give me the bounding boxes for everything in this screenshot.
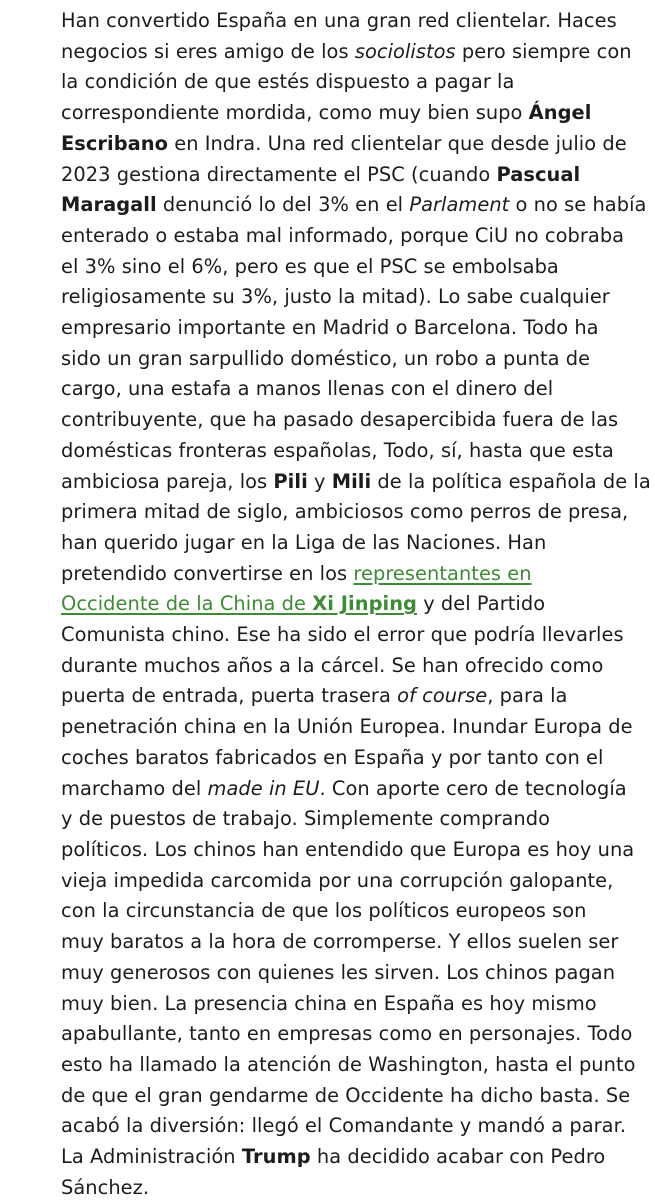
text-line (61, 958, 643, 989)
text-line (61, 774, 643, 805)
text-run: muy generosos con quienes les sirven. Los chinos pagan (61, 960, 616, 984)
text-run: y (307, 469, 332, 493)
text-run: con la circunstancia de que los políticos europeos son (61, 899, 587, 923)
bold-name: Ángel (528, 101, 592, 125)
text-run: acabó la diversión: llegó el Comandante y mandó a parar. (61, 1114, 627, 1138)
text-line (61, 927, 643, 958)
text-run: vieja impedida carcomida por una corrupción galopante, (61, 868, 614, 892)
bold-name: Escribano (61, 131, 169, 155)
text-run: de la política española de la (371, 469, 651, 493)
text-run: negocios si eres amigo de los (61, 39, 355, 63)
italic-term: Parlament (409, 193, 510, 217)
text-line (61, 221, 643, 252)
text-run: muy baratos a la hora de corromperse. Y ellos suelen ser (61, 930, 619, 954)
text-run: penetración china en la Unión Europea. Inundar Europa de (61, 715, 633, 739)
text-line (61, 160, 643, 191)
text-run: Han convertido España en una gran red clientelar. Haces (61, 9, 617, 32)
text-line (61, 835, 643, 866)
text-line (61, 681, 643, 712)
text-line (61, 651, 643, 682)
text-run: políticos. Los chinos han entendido que Europa es hoy una (61, 837, 635, 861)
text-line (61, 37, 643, 68)
text-run: enterado o estaba mal informado, porque CiU no cobraba (61, 223, 625, 247)
link-text[interactable]: Occidente de la China de (61, 592, 313, 616)
text-line (61, 129, 643, 160)
italic-term: sociolistos (354, 39, 456, 63)
text-run: puerta de entrada, puerta trasera (61, 684, 398, 708)
text-line (61, 1081, 643, 1112)
text-run: de que el gran gendarme de Occidente ha dicho basta. Se (61, 1083, 631, 1107)
text-run: Sánchez. (61, 1175, 150, 1199)
text-run: primera mitad de siglo, ambiciosos como perros de presa, (61, 500, 629, 524)
text-line (61, 252, 643, 283)
text-run: Comunista chino. Ese ha sido el error que podría llevarles (61, 623, 624, 647)
bold-name: Trump (241, 1145, 311, 1169)
text-line (61, 405, 643, 436)
text-line (61, 989, 643, 1020)
text-run: denunció lo del 3% en el (156, 193, 410, 217)
text-line (61, 1142, 643, 1173)
text-run: , para la (487, 684, 568, 708)
text-line (61, 620, 643, 651)
link-text[interactable]: representantes en (353, 561, 532, 585)
text-run: religiosamente su 3%, justo la mitad). Lo sabe cualquier (61, 285, 610, 309)
text-run: . Con aporte cero de tecnología (319, 776, 627, 800)
text-run: correspondiente mordida, como muy bien supo (61, 101, 529, 125)
text-line (61, 804, 643, 835)
italic-term: of course (397, 684, 488, 708)
text-run: la condición de que estés dispuesto a pagar la (61, 70, 515, 94)
text-run: 2023 gestiona directamente el PSC (cuando (61, 162, 497, 186)
text-line (61, 866, 643, 897)
text-run: durante muchos años a la cárcel. Se han ofrecido como (61, 653, 604, 677)
bold-name: Mili (331, 469, 372, 493)
text-line (61, 6, 643, 37)
text-run: marchamo del (61, 776, 208, 800)
text-run: muy bien. La presencia china en España es hoy mismo (61, 991, 597, 1015)
text-run: han querido jugar en la Liga de las Naciones. Han (61, 530, 547, 554)
text-run: coches baratos fabricados en España y por tanto con el (61, 745, 604, 769)
text-run: esto ha llamado la atención de Washington, hasta el punto (61, 1052, 636, 1076)
text-line (61, 743, 643, 774)
text-line (61, 1111, 643, 1142)
text-line (61, 1050, 643, 1081)
text-run: o no se había (509, 193, 647, 217)
text-line (61, 1173, 643, 1203)
text-run: y del Partido (416, 592, 546, 616)
text-line (61, 712, 643, 743)
text-run: domésticas fronteras españolas, Todo, sí, hasta que esta (61, 438, 614, 462)
text-run: La Administración (61, 1145, 242, 1169)
text-line (61, 528, 643, 559)
text-line (61, 436, 643, 467)
text-line (61, 896, 643, 927)
text-line (61, 190, 647, 221)
text-run: ambiciosa pareja, los (61, 469, 274, 493)
bold-name: Pili (273, 469, 308, 493)
text-run: el 3% sino el 6%, pero es que el PSC se embolsaba (61, 254, 559, 278)
article-link[interactable] (353, 562, 531, 585)
text-run: sido un gran sarpullido doméstico, un robo a punta de (61, 346, 591, 370)
bold-name: Maragall (61, 193, 157, 217)
text-run: pero siempre con (455, 39, 632, 63)
text-line (61, 374, 643, 405)
text-run: contribuyente, que ha pasado desapercibida fuera de las (61, 408, 619, 432)
text-line (61, 344, 643, 375)
text-line (61, 559, 643, 590)
article-link[interactable] (61, 592, 417, 615)
text-run: pretendido convertirse en los (61, 561, 354, 585)
text-line (61, 282, 643, 313)
text-run: empresario importante en Madrid o Barcelona. Todo ha (61, 316, 599, 340)
text-run: cargo, una estafa a manos llenas con el dinero del (61, 377, 554, 401)
text-line (61, 467, 651, 498)
text-run: ha decidido acabar con Pedro (310, 1145, 606, 1169)
bold-name: Pascual (496, 162, 581, 186)
article-paragraph (61, 6, 651, 1203)
text-line (61, 313, 643, 344)
text-line (61, 67, 643, 98)
text-line (61, 1019, 643, 1050)
text-line (61, 98, 643, 129)
italic-term: made in EU (207, 776, 320, 800)
link-text-bold[interactable]: Xi Jinping (312, 592, 417, 616)
text-run: apabullante, tanto en empresas como en personajes. Todo (61, 1022, 633, 1046)
text-line (61, 497, 643, 528)
text-run: y de puestos de trabajo. Simplemente comprando (61, 807, 551, 831)
text-line (61, 589, 643, 620)
text-run: en Indra. Una red clientelar que desde julio de (168, 131, 627, 155)
